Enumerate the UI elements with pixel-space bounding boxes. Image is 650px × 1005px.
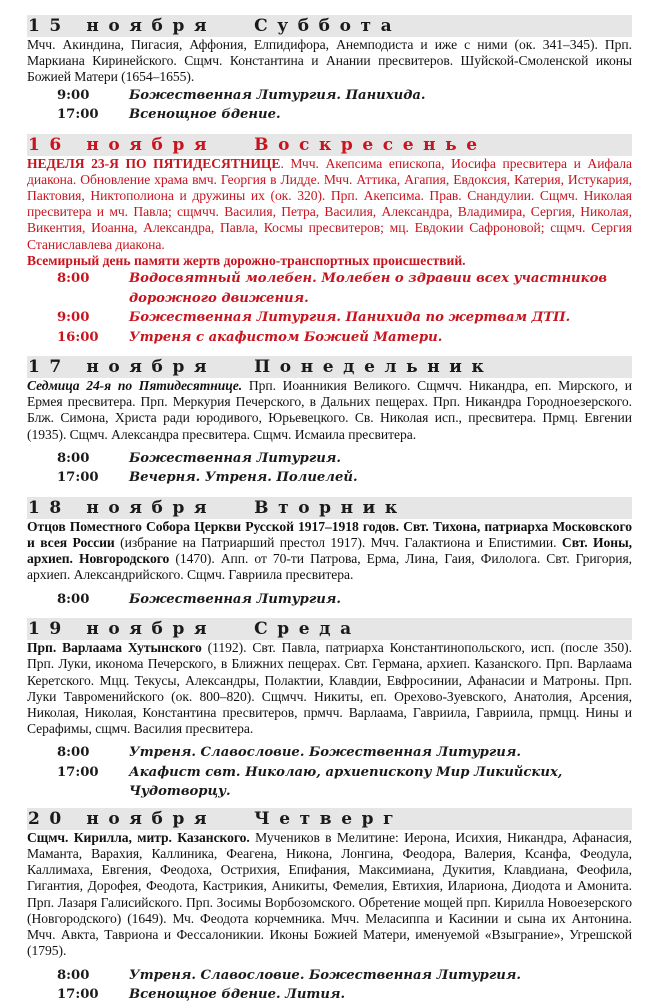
day-description [27,37,632,86]
day-date: 16 ноября [28,134,217,155]
service-time: 8:00 [57,271,90,287]
day-weekday: Среда [254,619,361,640]
day-description [27,830,632,960]
service-item [27,449,632,469]
service-name: Божественная Литургия. Панихида. [129,87,426,103]
feast-title: Отцов Поместного Собора Церкви Русской 1917–1918 годов. Свт. Тихона, патриарха Московского и всея России [27,518,632,551]
service-time: 17:00 [57,470,99,486]
service-item [27,269,632,308]
service-name: Божественная Литургия. Панихида по жертвам ДТП. [129,310,571,326]
day-description [27,378,632,443]
description-text: (избрание на Патриарший престол 1917). Мчч. Галактиона и Епистимии. [114,535,562,551]
day-header [27,134,632,156]
service-item [27,105,632,125]
service-list [27,269,632,347]
day-header [27,15,632,37]
day-header [27,497,632,519]
service-name: Всенощное бдение. Лития. [129,987,346,1002]
day-block-20 [27,808,632,1005]
service-time: 8:00 [57,450,90,466]
service-name: Акафист свт. Николаю, архиепископу Мир Ликийских, Чудотворцу. [129,764,563,800]
description-text: . Мчч. Акепсима епископа, Иосифа пресвитера и Аифала диакона. Обновление храма вмч. Георгия в Лидде. Мчч. Аттика, Агапия, Евдоксия, Катерия, Истукария, Пактовия, Никтополиона и дружины их (ок. 320). Прп. Акепсима. Прав. Снандулии. Сщмч. Николая пресвитера и мч. Павла; сщмчч. Василия, Петра, Василия, Александра, Владимира, Сергия, Николая, Викентия, Иоанна, Александра, Павла, Космы пресвитеров; мц. Евдокии Сафроновой; сщмч. Сергия Станиславлева диакона. [27,155,632,252]
feast-title: Сщмч. Кирилла, митр. Казанского. [27,829,250,845]
day-block-15 [27,15,632,125]
service-time: 17:00 [57,987,99,1002]
service-name: Утреня с акафистом Божией Матери. [129,329,443,345]
service-item [27,763,632,802]
service-item [27,328,632,348]
service-item [27,966,632,986]
day-description [27,156,632,253]
service-time: 16:00 [57,329,99,345]
day-block-17 [27,356,632,488]
description-text-2: (1470). Апп. от 70-ти Патрова, Ерма, Лина, Гаия, Филолога. Свт. Григория, архиеп. Александрийского. Сщмч. Гавриила пресвитера. [27,551,632,583]
description-text: (1192). Свт. Павла, патриарха Константинопольского, исп. (после 350). Прп. Луки, иконома Печерского, в Ближних пещерах. Свт. Германа, архиеп. Казанского. Прп. Варлаама Керетского. Мцц. Текусы, Александры, Полактии, Клавдии, Евфросинии, Афанасии и Матроны. Прп. Луки Тавроменийского (ок. 800–820). Сщмчч. Никиты, еп. Орехово-Зуевского, Анатолия, Арсения, Николая, Николая, Константина пресвитеров, прмчч. Варлаама, Гавриила, Гавриила, прмцц. Нины и Серафимы, сщмч. Василия пресвитера. [27,640,632,737]
service-name: Вечерня. Утреня. Полиелей. [129,470,358,486]
feast-title: Прп. Варлаама Хутынского [27,640,202,656]
service-time: 8:00 [57,745,90,761]
service-list [27,966,632,1005]
day-weekday: Четверг [254,808,404,829]
day-block-19 [27,618,632,802]
day-weekday: Понедельник [254,357,494,378]
service-name: Утреня. Славословие. Божественная Литургия. [129,967,521,983]
memorial-note: Всемирный день памяти жертв дорожно-транспортных происшествий. [27,252,466,268]
service-item [27,743,632,763]
description-text: Мучеников в Мелитине: Иерона, Исихия, Никандра, Афанасия, Маманта, Варахия, Каллиника, Феагена, Никона, Лонгина, Феодора, Валерия, Ксанфа, Феодула, Каллимаха, Евгения, Феодоха, Острихия, Епифания, Максимиана, Дукития, Клавдиана, Феофила, Гигантия, Дорофея, Феодота, Кастрикия, Аникиты, Фемелия, Евтихия, Илариона, Диодота и Амонита. Прп. Лазаря Галисийского. Прп. Зосимы Ворбозомского. Обретение мощей прп. Кирилла Новоезерского (Новгородского) (1649). Мч. Феодота корчемника. Мчч. Меласиппа и Касинии и сына их Антонина. Мчч. Авкта, Тавриона и Фессалоникии. Иконы Божией Матери, именуемой «Взыграние», Угрешской (1795). [27,829,633,959]
service-item [27,86,632,106]
feast-title: НЕДЕЛЯ 23-Я ПО ПЯТИДЕСЯТНИЦЕ [27,155,281,171]
description-text: Мчч. Акиндина, Пигасия, Аффония, Елпидифора, Анемподиста и иже с ними (ок. 341–345). Прп. Маркиана Киринейского. Сщмч. Константина и Анании пресвитеров. Шуйской-Смоленской иконы Божией Матери (1654–1655). [27,37,632,85]
feast-title-2: Свт. Ионы, архиеп. Новгородского [27,535,632,567]
service-name: Всенощное бдение. [129,107,281,123]
service-time: 17:00 [57,107,99,123]
day-weekday: Вторник [254,497,407,518]
service-list [27,86,632,125]
service-list [27,590,632,610]
service-name: Божественная Литургия. [129,450,341,466]
day-block-18 [27,497,632,609]
day-date: 18 ноября [28,497,217,518]
day-date: 17 ноября [28,357,217,378]
service-item [27,590,632,610]
day-header [27,356,632,378]
service-name: Водосвятный молебен. Молебен о здравии всех участников дорожного движения. [129,271,608,306]
service-time: 9:00 [57,310,90,326]
service-list [27,743,632,802]
day-description [27,640,632,737]
service-time: 8:00 [57,591,90,607]
day-header [27,808,632,830]
service-time: 9:00 [57,87,90,103]
schedule-page [27,15,632,1005]
day-block-16 [27,134,632,347]
service-time: 17:00 [57,764,99,780]
day-date: 15 ноября [28,16,217,36]
service-name: Утреня. Славословие. Божественная Литургия. [129,745,521,761]
day-description [27,519,632,584]
service-item [27,985,632,1005]
description-text: Прп. Иоанникия Великого. Сщмчч. Никандра, еп. Мирского, и Ермея пресвитера. Прп. Меркурия Печерского, в Дальних пещерах. Прп. Никандра Городноезерского. Блж. Симона, Христа ради юродивого, Юрьевецкого. Св. Николая исп., пресвитера. Прмц. Евгении (1935). Сщмч. Александра пресвитера. Сщмч. Исмаила пресвитера. [27,378,632,442]
day-header [27,618,632,640]
service-name: Божественная Литургия. [129,591,341,607]
day-weekday: Суббота [254,16,402,36]
service-list [27,449,632,488]
week-title: Седмица 24-я по Пятидесятнице. [27,378,243,394]
day-date: 19 ноября [28,619,217,640]
service-item [27,308,632,328]
service-item [27,468,632,488]
day-weekday: Воскресенье [254,134,487,155]
service-time: 8:00 [57,967,90,983]
day-date: 20 ноября [28,808,217,829]
